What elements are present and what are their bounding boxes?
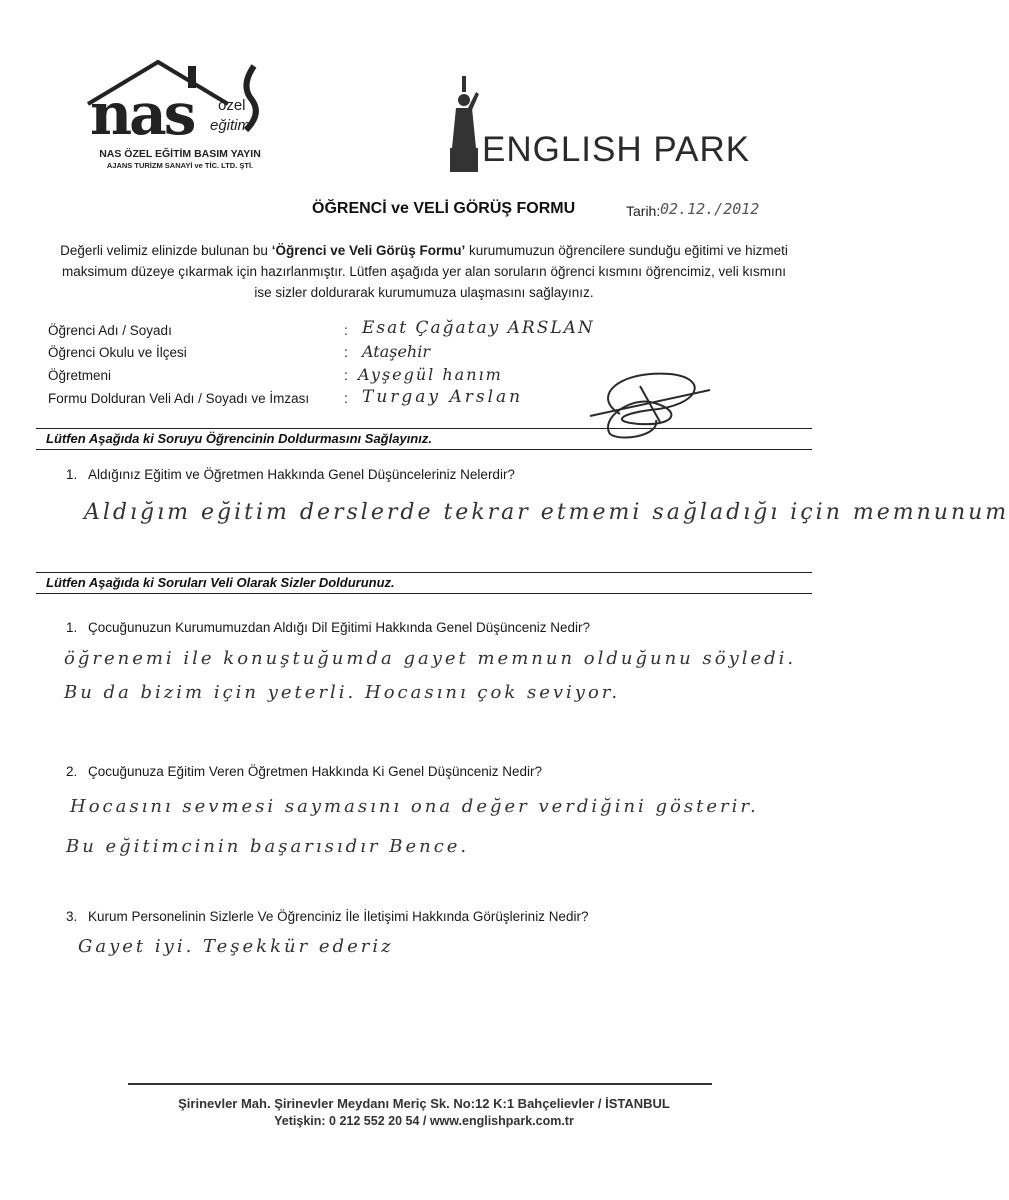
- student-answer-1: Aldığım eğitim derslerde tekrar etmemi sağladığı için memnunum: [84, 500, 1009, 525]
- question-number: 2.: [66, 764, 78, 779]
- english-park-logo-text: ENGLISH PARK: [482, 130, 751, 169]
- parent-answer-3: Gayet iyi. Teşekkür ederiz: [78, 936, 394, 957]
- nas-logo-ozel: özel: [218, 97, 246, 114]
- intro-line2: maksimum düzeye çıkarmak için hazırlanmıştır. Lütfen aşağıda yer alan soruların öğrenci kısmını öğrencimiz, veli kısmını: [61, 264, 787, 279]
- footer-contact: Yetişkin: 0 212 552 20 54 / www.englishpark.com.tr: [274, 1114, 574, 1128]
- nas-logo-word: nas: [90, 80, 194, 148]
- question-text: Kurum Personelinin Sizlerle Ve Öğrenciniz İle İletişimi Hakkında Görüşleriniz Nedir?: [88, 909, 589, 924]
- intro-line3: ise sizler doldurarak kurumumuza ulaşmasını sağlayınız.: [254, 285, 594, 300]
- parent-section-heading-text: Lütfen Aşağıda ki Soruları Veli Olarak Sizler Doldurunuz.: [46, 575, 395, 590]
- info-colon: :: [344, 390, 348, 406]
- nas-logo-egitim: eğitim: [210, 117, 251, 134]
- student-section-heading-text: Lütfen Aşağıda ki Soruyu Öğrencinin Doldurmasını Sağlayınız.: [46, 431, 432, 446]
- parent-answer-1-line1: öğrenemi ile konuştuğumda gayet memnun olduğunu söyledi.: [64, 648, 797, 669]
- intro-line1-before: Değerli velimiz elinizde bulunan bu: [60, 243, 272, 258]
- form-title: ÖĞRENCİ ve VELİ GÖRÜŞ FORMU: [312, 200, 576, 217]
- student-school-label: Öğrenci Okulu ve İlçesi: [48, 345, 187, 360]
- student-section-heading: [36, 428, 812, 450]
- teacher-value: Ayşegül hanım: [358, 365, 503, 384]
- intro-line1-after: kurumumuzun öğrencilere sunduğu eğitimi ve hizmeti: [465, 243, 788, 258]
- question-number: 3.: [66, 909, 78, 924]
- student-name-value: Esat Çağatay ARSLAN: [362, 318, 595, 338]
- info-colon: :: [344, 344, 348, 360]
- parent-question-3: [66, 909, 588, 924]
- question-number: 1.: [66, 467, 78, 482]
- parent-question-1: [66, 620, 590, 635]
- footer-divider: [128, 1083, 712, 1085]
- statue-of-liberty-icon: [440, 74, 488, 174]
- student-name-label: Öğrenci Adı / Soyadı: [48, 323, 172, 338]
- nas-company-sub: AJANS TURİZM SANAYİ ve TİC. LTD. ŞTİ.: [106, 161, 254, 170]
- info-colon: :: [344, 367, 348, 383]
- parent-value: Turgay Arslan: [362, 387, 524, 407]
- parent-answer-1-line2: Bu da bizim için yeterli. Hocasını çok seviyor.: [64, 682, 621, 703]
- teacher-label: Öğretmeni: [48, 368, 112, 383]
- nas-company-name: NAS ÖZEL EĞİTİM BASIM YAYIN: [99, 148, 261, 160]
- question-text: Çocuğunuza Eğitim Veren Öğretmen Hakkında Ki Genel Düşünceniz Nedir?: [88, 764, 542, 779]
- question-number: 1.: [66, 620, 78, 635]
- info-colon: :: [344, 322, 348, 338]
- intro-line1-bold: ‘Öğrenci ve Veli Görüş Formu’: [271, 243, 466, 258]
- parent-section-heading: [36, 572, 812, 594]
- parent-label: Formu Dolduran Veli Adı / Soyadı ve İmzası: [48, 391, 310, 406]
- parent-answer-2-line1: Hocasını sevmesi saymasını ona değer verdiğini gösterir.: [70, 796, 759, 817]
- question-text: Çocuğunuzun Kurumumuzdan Aldığı Dil Eğitimi Hakkında Genel Düşünceniz Nedir?: [88, 620, 591, 635]
- question-text: Aldığınız Eğitim ve Öğretmen Hakkında Genel Düşünceleriniz Nelerdir?: [88, 467, 515, 482]
- intro-paragraph: [36, 240, 812, 303]
- date-label: Tarih:: [626, 203, 661, 219]
- date-value: 02.12./2012: [660, 200, 760, 218]
- student-question-1: [66, 467, 515, 482]
- student-school-value: Ataşehir: [362, 342, 430, 361]
- parent-answer-2-line2: Bu eğitimcinin başarısıdır Bence.: [66, 836, 470, 857]
- footer-address: Şirinevler Mah. Şirinevler Meydanı Meriç Sk. No:12 K:1 Bahçelievler / İSTANBUL: [178, 1096, 670, 1111]
- parent-question-2: [66, 764, 542, 779]
